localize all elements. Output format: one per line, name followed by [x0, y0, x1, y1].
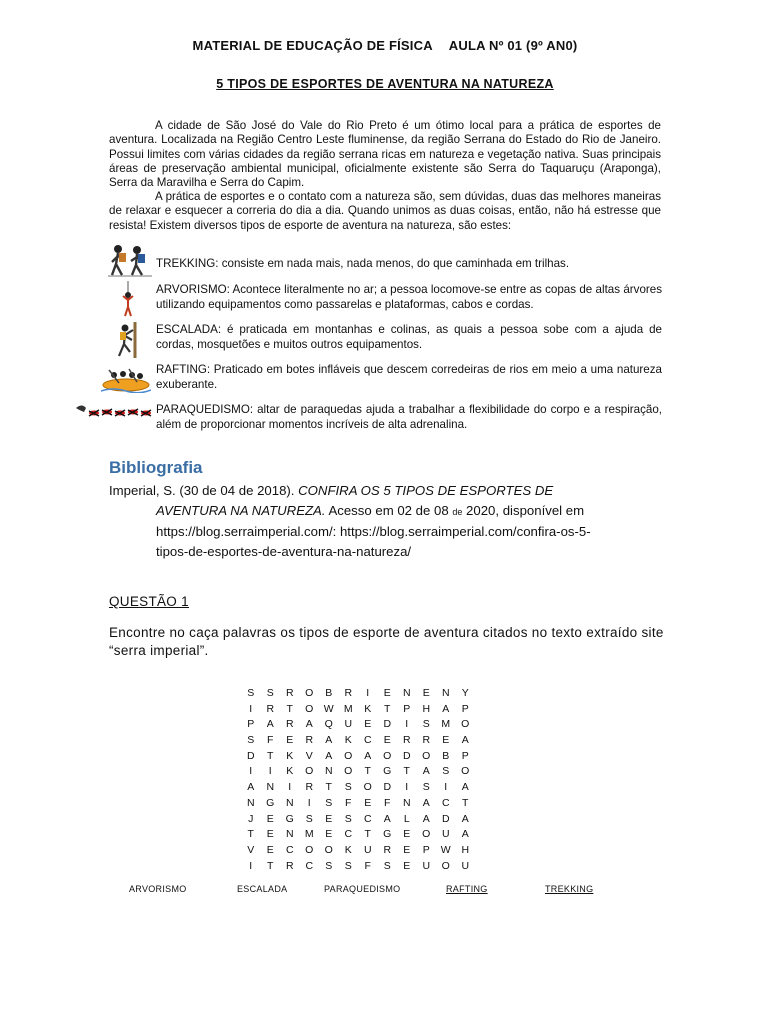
arvorismo-icon	[118, 281, 138, 317]
word-search-cell: U	[422, 859, 431, 872]
word-search-row	[241, 840, 475, 856]
word-search-cell: C	[441, 796, 450, 809]
word-search-cell: V	[305, 749, 313, 762]
word-search-cell: P	[403, 702, 411, 715]
rafting-icon	[101, 365, 151, 393]
word-search-cell: I	[366, 687, 370, 699]
word-search-cell: U	[461, 859, 470, 872]
word-search-cell: B	[325, 687, 333, 699]
word-search-cell: V	[247, 843, 255, 856]
word-search-cell: U	[344, 718, 353, 731]
word-search-cell: S	[344, 859, 352, 872]
word-search-cell: I	[288, 781, 292, 794]
word-list-item: TREKKING	[545, 884, 594, 894]
word-search-cell: E	[325, 812, 333, 825]
word-search-cell: I	[405, 718, 409, 731]
word-search-row	[241, 730, 475, 746]
word-search-cell: A	[364, 749, 372, 762]
word-search-cell: E	[403, 859, 411, 872]
word-search-cell: R	[305, 734, 314, 747]
word-search-cell: P	[422, 843, 430, 856]
word-search-cell: O	[422, 828, 431, 841]
word-search-cell: R	[305, 781, 314, 794]
word-search-cell: D	[383, 718, 392, 731]
word-search-cell: E	[383, 687, 391, 699]
word-search-cell: S	[422, 718, 430, 731]
word-search-cell: G	[383, 828, 392, 841]
word-search-cell: A	[422, 765, 430, 778]
word-search-grid	[241, 683, 475, 871]
word-search-cell: O	[461, 765, 470, 778]
word-search-cell: A	[461, 828, 469, 841]
word-search-cell: A	[442, 702, 450, 715]
word-search-cell: H	[461, 843, 470, 856]
word-search-cell: E	[325, 828, 333, 841]
word-search-cell: N	[285, 828, 294, 841]
ref-title-line1: CONFIRA OS 5 TIPOS DE ESPORTES DE	[298, 483, 554, 498]
word-search-cell: O	[305, 687, 314, 699]
word-search-cell: E	[266, 812, 274, 825]
word-search-cell: J	[248, 812, 254, 825]
word-search-cell: A	[305, 718, 313, 731]
word-search-cell: E	[286, 734, 294, 747]
word-search-cell: B	[442, 749, 450, 762]
word-search-cell: F	[345, 796, 352, 809]
word-search-row	[241, 856, 475, 872]
word-search-cell: S	[325, 796, 333, 809]
word-search-cell: C	[285, 843, 294, 856]
word-search-cell: E	[442, 734, 450, 747]
word-search-cell: R	[383, 843, 392, 856]
word-search-cell: C	[363, 734, 372, 747]
ref-access-a: Acesso em 02 de 08	[328, 502, 449, 518]
word-search-cell: E	[403, 828, 411, 841]
word-search-cell: O	[422, 749, 431, 762]
word-search-cell: K	[344, 843, 352, 856]
word-search-cell: R	[402, 734, 411, 747]
word-search-cell: S	[247, 734, 255, 747]
word-search-cell: T	[325, 781, 332, 794]
word-search-cell: A	[266, 718, 274, 731]
word-search-cell: S	[422, 781, 430, 794]
word-search-cell: G	[285, 812, 294, 825]
word-search-cell: C	[363, 812, 372, 825]
intro-paragraph-2: A prática de esportes e o contato com a natureza são, sem dúvidas, duas das melhores maneiras de relaxar e esquecer a correria do dia a dia. Quando unimos as duas coisas, então, não há estresse que resista! Existem diversos tipos de esporte de aventura na natureza, são estes:	[109, 190, 661, 232]
word-search-cell: F	[384, 796, 391, 809]
word-search-cell: R	[266, 702, 275, 715]
word-search-cell: T	[364, 765, 371, 778]
word-search-cell: K	[286, 765, 294, 778]
word-search-cell: K	[344, 734, 352, 747]
word-search-cell: U	[441, 828, 450, 841]
word-search-cell: I	[249, 765, 253, 778]
word-search-cell: O	[305, 702, 314, 715]
word-search-cell: P	[461, 749, 469, 762]
word-search-cell: I	[249, 702, 253, 715]
bibliography-entry	[109, 481, 649, 561]
word-search-cell: I	[268, 765, 272, 778]
document-title: 5 TIPOS DE ESPORTES DE AVENTURA NA NATUREZA	[216, 77, 554, 91]
word-search-cell: C	[305, 859, 314, 872]
word-search-cell: N	[441, 687, 450, 699]
word-search-cell: N	[246, 796, 255, 809]
word-search-cell: A	[383, 812, 391, 825]
word-search-cell: Q	[324, 718, 333, 731]
word-search-cell: N	[324, 765, 333, 778]
word-search-cell: F	[267, 734, 274, 747]
word-search-row	[241, 777, 475, 793]
word-search-cell: E	[266, 828, 274, 841]
word-search-cell: T	[247, 828, 254, 841]
question-text: Encontre no caça palavras os tipos de esporte de aventura citados no texto extraído site “serra imperial”.	[109, 625, 664, 658]
word-search-cell: A	[247, 781, 255, 794]
word-list-item: PARAQUEDISMO	[324, 884, 401, 894]
word-search-cell: S	[266, 687, 274, 699]
word-search-cell: O	[441, 859, 450, 872]
word-search-cell: O	[305, 765, 314, 778]
word-search-row	[241, 793, 475, 809]
word-search-row	[241, 699, 475, 715]
word-search-cell: S	[383, 859, 391, 872]
word-search-cell: K	[286, 749, 294, 762]
word-search-cell: O	[383, 749, 392, 762]
word-search-cell: E	[383, 734, 391, 747]
word-search-cell: O	[461, 718, 470, 731]
word-search-cell: U	[363, 843, 372, 856]
word-search-cell: W	[323, 702, 334, 715]
word-search-row	[241, 824, 475, 840]
ref-access-de: de	[452, 506, 463, 517]
word-search-cell: A	[325, 734, 333, 747]
word-search-cell: E	[403, 843, 411, 856]
word-search-cell: D	[402, 749, 411, 762]
trekking-icon	[107, 243, 153, 277]
ref-line2	[109, 501, 649, 523]
word-search-cell: S	[325, 859, 333, 872]
sport-arvorismo: ARVORISMO: Acontece literalmente no ar; a pessoa locomove-se entre as copas de altas árvores utilizando equipamentos como passarelas e plataformas, cabos e cordas.	[156, 283, 662, 311]
sport-trekking: TREKKING: consiste em nada mais, nada menos, do que caminhada em trilhas.	[156, 257, 570, 270]
intro-paragraph-1: A cidade de São José do Vale do Rio Preto é um ótimo local para a prática de esportes de aventura. Localizada na Região Centro Leste fluminense, da região Serrana do Estado do Rio de Janeiro. Possui limites com várias cidades da região serrana ricas em natureza e vegetação nativa. Suas principais áreas de preservação ambiental municipal, oficialmente existente são Serra do Taquaruçu (Araponga), Serra da Maravilha e Serra do Capim.	[109, 119, 661, 190]
word-search-cell: M	[304, 828, 314, 841]
ref-title-line2: AVENTURA NA NATUREZA.	[156, 502, 326, 518]
word-search-cell: W	[440, 843, 451, 856]
word-search-cell: Y	[461, 687, 469, 699]
word-search-cell: D	[441, 812, 450, 825]
word-search-cell: O	[344, 765, 353, 778]
word-search-cell: N	[266, 781, 275, 794]
word-search-cell: T	[267, 859, 274, 872]
word-search-cell: I	[405, 781, 409, 794]
word-search-cell: A	[461, 781, 469, 794]
word-search-cell: P	[461, 702, 469, 715]
question-heading: QUESTÃO 1	[109, 594, 189, 609]
word-search-cell: D	[383, 781, 392, 794]
word-search-cell: M	[343, 702, 353, 715]
climbing-icon	[115, 322, 139, 358]
ref-access-b: 2020, disponível em	[466, 502, 585, 518]
word-search-cell: I	[307, 796, 311, 809]
word-search-cell: S	[344, 781, 352, 794]
word-search-cell: A	[422, 796, 430, 809]
word-search-cell: D	[246, 749, 255, 762]
word-search-cell: T	[364, 828, 371, 841]
word-search-cell: I	[444, 781, 448, 794]
word-search-cell: N	[285, 796, 294, 809]
word-search-cell: T	[286, 702, 293, 715]
sport-escalada: ESCALADA: é praticada em montanhas e colinas, as quais a pessoa sobe com a ajuda de cordas, mosquetões e muitos outros equipamentos.	[156, 323, 662, 351]
word-search-cell: N	[402, 687, 411, 699]
word-search-cell: E	[266, 843, 274, 856]
ref-url-line-2: tipos-de-esportes-de-aventura-na-natureza/	[156, 543, 412, 559]
word-search-cell: S	[344, 812, 352, 825]
word-search-cell: R	[285, 859, 294, 872]
word-search-cell: A	[461, 734, 469, 747]
word-search-cell: T	[267, 749, 274, 762]
ref-author: Imperial, S. (30 de 04 de 2018).	[109, 483, 295, 498]
word-search-row	[241, 683, 475, 699]
word-search-cell: E	[364, 718, 372, 731]
word-search-row	[241, 761, 475, 777]
word-search-cell: R	[285, 718, 294, 731]
word-search-cell: H	[422, 702, 431, 715]
word-search-cell: I	[249, 859, 253, 872]
word-search-cell: T	[462, 796, 469, 809]
sport-paraquedismo: PARAQUEDISMO: altar de paraquedas ajuda a trabalhar a flexibilidade do corpo e a respiração, além de proporcionar momentos incríveis de alta adrenalina.	[156, 403, 662, 431]
word-search-cell: S	[442, 765, 450, 778]
word-search-cell: S	[305, 812, 313, 825]
word-search-cell: T	[384, 702, 391, 715]
skydiving-icon	[74, 402, 156, 420]
word-search-cell: A	[461, 812, 469, 825]
word-search-cell: O	[363, 781, 372, 794]
sport-rafting: RAFTING: Praticado em botes infláveis que descem corredeiras de rios em meio a uma natureza exuberante.	[156, 363, 662, 391]
word-search-cell: M	[441, 718, 451, 731]
ref-url-line: https://blog.serraimperial.com/: https://blog.serraimperial.com/confira-os-5-	[156, 524, 591, 539]
document-header	[0, 38, 770, 53]
header-subject: MATERIAL DE EDUCAÇÃO DE FÍSICA	[192, 38, 433, 53]
word-search-row	[241, 746, 475, 762]
word-list	[0, 884, 770, 898]
word-search-cell: T	[403, 765, 410, 778]
word-search-cell: S	[247, 687, 255, 699]
word-list-item: ESCALADA	[237, 884, 288, 894]
word-search-cell: N	[402, 796, 411, 809]
word-search-cell: E	[364, 796, 372, 809]
word-search-cell: E	[422, 687, 430, 699]
bibliography-heading: Bibliografia	[109, 458, 203, 477]
word-search-cell: R	[285, 687, 294, 699]
word-search-cell: O	[305, 843, 314, 856]
word-search-cell: K	[364, 702, 372, 715]
word-search-cell: A	[422, 812, 430, 825]
word-search-cell: F	[364, 859, 371, 872]
word-search-cell: O	[324, 843, 333, 856]
word-search-row	[241, 809, 475, 825]
word-search-cell: O	[344, 749, 353, 762]
word-search-cell: G	[266, 796, 275, 809]
word-list-item: RAFTING	[446, 884, 488, 894]
word-search-cell: R	[344, 687, 353, 699]
word-search-cell: P	[247, 718, 255, 731]
word-list-item: ARVORISMO	[129, 884, 187, 894]
word-search-cell: L	[403, 812, 410, 825]
word-search-cell: R	[422, 734, 431, 747]
word-search-row	[241, 714, 475, 730]
word-search-cell: C	[344, 828, 353, 841]
word-search-cell: A	[325, 749, 333, 762]
header-lesson: AULA Nº 01 (9º AN0)	[448, 38, 578, 53]
word-search-cell: G	[383, 765, 392, 778]
